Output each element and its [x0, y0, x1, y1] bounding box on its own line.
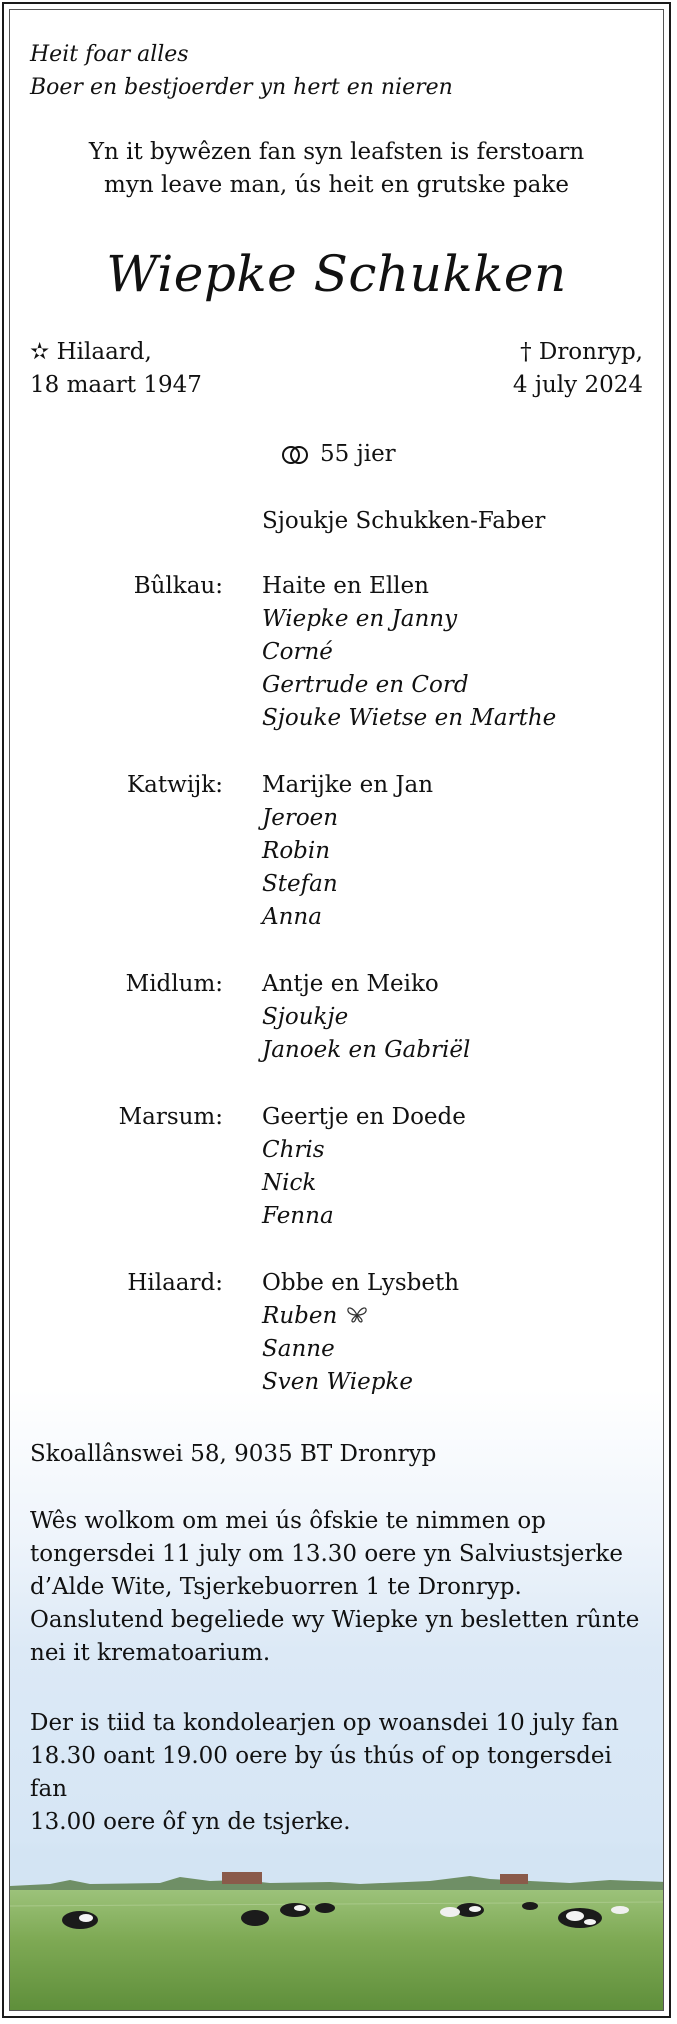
- spouse-name: Sjoukje Schukken-Faber: [262, 508, 546, 534]
- meadow-with-cows-image: [10, 1850, 664, 2010]
- death-cross-icon: †: [520, 339, 532, 365]
- butterfly-icon: [345, 1305, 369, 1325]
- birth-date: 18 maart 1947: [30, 372, 202, 398]
- family-child: Fenna: [262, 1203, 334, 1229]
- address: Skoallânswei 58, 9035 BT Dronryp: [30, 1441, 437, 1467]
- service-line: nei it krematoarium.: [30, 1640, 271, 1666]
- wedding-rings-icon: [280, 444, 310, 466]
- family-parents: Haite en Ellen: [262, 573, 429, 599]
- motto-line-2: Boer en bestjoerder yn hert en nieren: [30, 75, 453, 100]
- family-child: Chris: [262, 1137, 325, 1163]
- birth-info: [30, 336, 202, 402]
- family-child: Jeroen: [262, 805, 339, 831]
- family-place: Midlum:: [125, 971, 223, 997]
- family-child: Sjouke Wietse en Marthe: [262, 705, 557, 731]
- death-date: 4 july 2024: [512, 372, 643, 398]
- condolence-line: 13.00 oere ôf yn de tsjerke.: [30, 1809, 351, 1835]
- family-group: [10, 570, 663, 735]
- motto: [30, 38, 453, 104]
- intro-line-1: Yn it bywêzen fan syn leafsten is ferstoarn: [88, 139, 585, 165]
- family-child: Stefan: [262, 871, 338, 897]
- service-line: d’Alde Wite, Tsjerkebuorren 1 te Dronryp.: [30, 1574, 522, 1600]
- family-child: Janoek en Gabriël: [262, 1037, 471, 1063]
- family-place: Hilaard:: [127, 1270, 223, 1296]
- motto-line-1: Heit foar alles: [30, 42, 189, 67]
- family-list: [10, 570, 663, 1433]
- marriage-years: [280, 438, 396, 471]
- family-child-name: Ruben: [262, 1303, 338, 1329]
- family-parents: Marijke en Jan: [262, 772, 434, 798]
- family-place: Bûlkau:: [133, 573, 223, 599]
- service-line: tongersdei 11 july om 13.30 oere yn Salviustsjerke: [30, 1541, 623, 1567]
- family-child: Robin: [262, 838, 331, 864]
- service-line: Wês wolkom om mei ús ôfskie te nimmen op: [30, 1508, 546, 1534]
- intro-line-2: myn leave man, ús heit en grutske pake: [104, 172, 569, 198]
- family-parents: Obbe en Lysbeth: [262, 1270, 460, 1296]
- family-parents: Antje en Meiko: [262, 971, 439, 997]
- condolence-line: Der is tiid ta kondolearjen op woansdei 10 july fan: [30, 1710, 619, 1736]
- family-child: Sven Wiepke: [262, 1369, 413, 1395]
- service-line: Oanslutend begeliede wy Wiepke yn besletten rûnte: [30, 1607, 640, 1633]
- family-child: [262, 1300, 663, 1333]
- family-child: Nick: [262, 1170, 317, 1196]
- death-info: [513, 336, 643, 402]
- intro-text: [10, 136, 663, 202]
- family-child: Sjoukje: [262, 1004, 349, 1030]
- family-place: Marsum:: [118, 1104, 223, 1130]
- family-child: Gertrude en Cord: [262, 672, 469, 698]
- deceased-name: Wiepke Schukken: [106, 245, 567, 303]
- family-parents: Geertje en Doede: [262, 1104, 466, 1130]
- family-child: Anna: [262, 904, 322, 930]
- family-child: Wiepke en Janny: [262, 606, 458, 632]
- birth-place: Hilaard,: [56, 339, 152, 365]
- family-child: Corné: [262, 639, 333, 665]
- death-place: Dronryp,: [538, 339, 643, 365]
- condolence-line: 18.30 oant 19.00 oere by ús thús of op tongersdei fan: [30, 1743, 612, 1802]
- condolence-paragraph: [30, 1707, 650, 1839]
- notice-inner-border: [9, 9, 664, 2011]
- family-group: [10, 1267, 663, 1399]
- family-group: [10, 1101, 663, 1233]
- family-group: [10, 968, 663, 1067]
- marriage-years-text: 55 jier: [320, 441, 396, 467]
- notice-outer-border: [2, 2, 671, 2018]
- family-place: Katwijk:: [127, 772, 223, 798]
- birth-star-icon: ✫: [30, 339, 50, 365]
- family-group: [10, 769, 663, 934]
- family-child: Sanne: [262, 1336, 335, 1362]
- service-paragraph: [30, 1505, 650, 1670]
